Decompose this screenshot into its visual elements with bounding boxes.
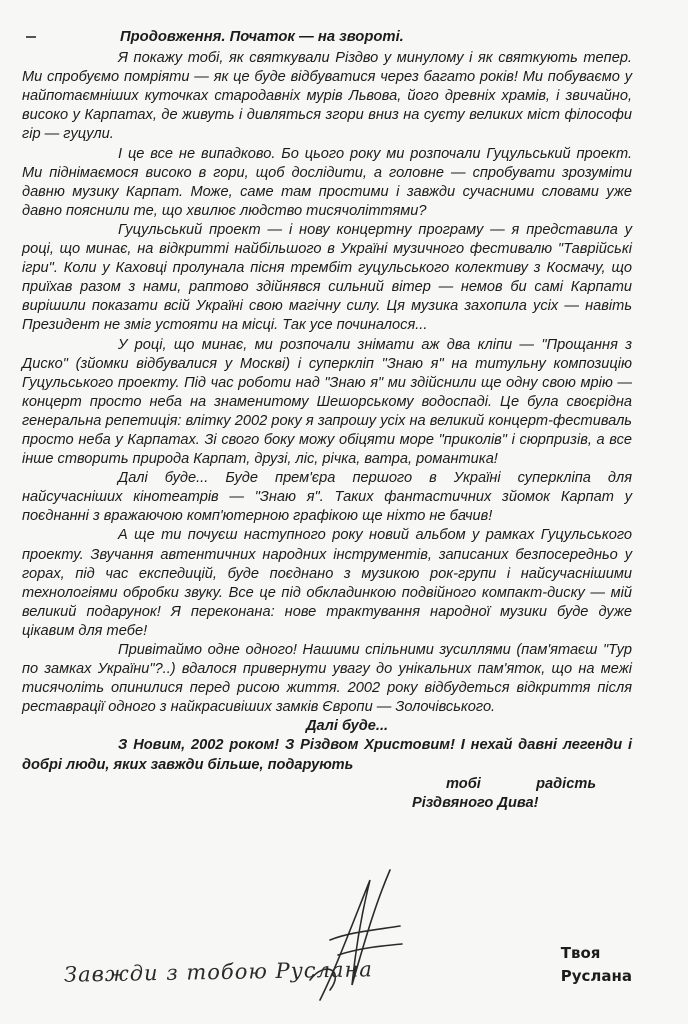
- paragraph-4: У році, що минає, ми розпочали знімати аж два кліпи — "Прощання з Диско" (зйомки відбувалися у Москві) і суперкліп "Знаю я" на титульну композицію Гуцульського проекту. Під час роботи над "Знаю я" ми здійснили ще одну свою мрію — концерт просто неба на знаменитому Шешорському водоспаді. Це була своєрідна генеральна репетиція: влітку 2002 року я запрошу усіх на великий концерт-фестиваль просто неба у Карпатах. Зі свого боку можу обіцяти море "приколів" і сюрпризів, а все інше створить природа Карпат, друзі, ліс, річка, ватра, романтика!: [22, 336, 632, 468]
- paragraph-3: Гуцульський проект — і нову концертну програму — я представила у році, що минає, на відкритті найбільшого в Україні музичного фестивалю "Таврійські ігри". Коли у Каховці пролунала пісня трембіт гуцульського колективу з Космачу, що приїхав разом з нами, раптово здійнявся сильний вітер — немов би самі Карпати вирішили показати всій Україні свою магічну силу. Ця музика захопила усіх — навіть Президент не зміг устояти на місці. Так усе починалося...: [22, 221, 632, 334]
- greeting-word-1: тобі: [446, 775, 481, 792]
- paragraph-1: Я покажу тобі, як святкували Різдво у минулому і як святкують тепер. Ми спробуємо помріяти — як це буде відбуватися через багато років! Ми побуваємо у найпотаємніших куточках стародавніх мурів Львова, його древніх храмів, і звичайно, високо у Карпатах, де живуть і дивляться згори вниз на суєту великих міст філософи гір — гуцули.: [22, 50, 632, 143]
- greeting-main: З Новим, 2002 роком! З Різдвом Христовим! І нехай давні легенди і добрі люди, яких завжди більше, подарують: [22, 737, 632, 773]
- closing-line-1: Твоя: [560, 944, 601, 962]
- paragraph-7: Привітаймо одне одного! Нашими спільними зусиллями (пам'ятаєш "Тур по замках України"?..) вдалося привернути увагу до унікальних пам'яток, що на межі тисячоліть опинилися перед рисою життя. 2002 року відбудеться відкриття після реставрації одного з найкрасивіших замків Європи — Золочівського.: [22, 642, 632, 716]
- greeting-end: Різдвяного Дива!: [412, 794, 539, 811]
- handwritten-note: Завжди з тобою Руслана: [63, 957, 374, 987]
- paragraph-6: А ще ти почуєш наступного року новий альбом у рамках Гуцульського проекту. Звучання автентичних народних інструментів, записаних безпосередньо у горах, під час експедицій, буде поєднано з музикою рок-групи і найсучаснішими технологіями обробки звуку. Все це під обкладинкою подвійного компакт-диску — мій великий подарунок! Я переконана: нове трактування народної музики буде дуже цікавим для тебе!: [22, 527, 632, 639]
- greeting-line: [22, 775, 596, 794]
- continued-note: Далі буде...: [305, 718, 389, 735]
- paragraph-5: Далі буде... Буде прем'єра першого в Україні суперкліпа для найсучасніших кінотеатрів — "Знаю я". Таких фантастичних зйомок Карпат у поєднанні з вражаючою комп'ютерною графікою ще ніхто не бачив!: [22, 470, 632, 525]
- closing-signoff: [561, 942, 632, 988]
- paragraph-2: І це все не випадково. Бо цього року ми розпочали Гуцульський проект. Ми піднімаємося високо в гори, щоб дослідити, а головне — спробувати зрозуміти давню музику Карпат. Може, саме там простими і завжди сучасними словами уже давно пояснили те, що хвилює людство тисячоліттями?: [22, 145, 632, 219]
- greeting-word-2: радість: [536, 775, 596, 792]
- closing-line-2: Руслана: [560, 967, 632, 985]
- letter-page: [22, 28, 632, 813]
- letter-heading: Продовження. Початок — на звороті.: [120, 29, 404, 45]
- signature-icon: [290, 860, 410, 1010]
